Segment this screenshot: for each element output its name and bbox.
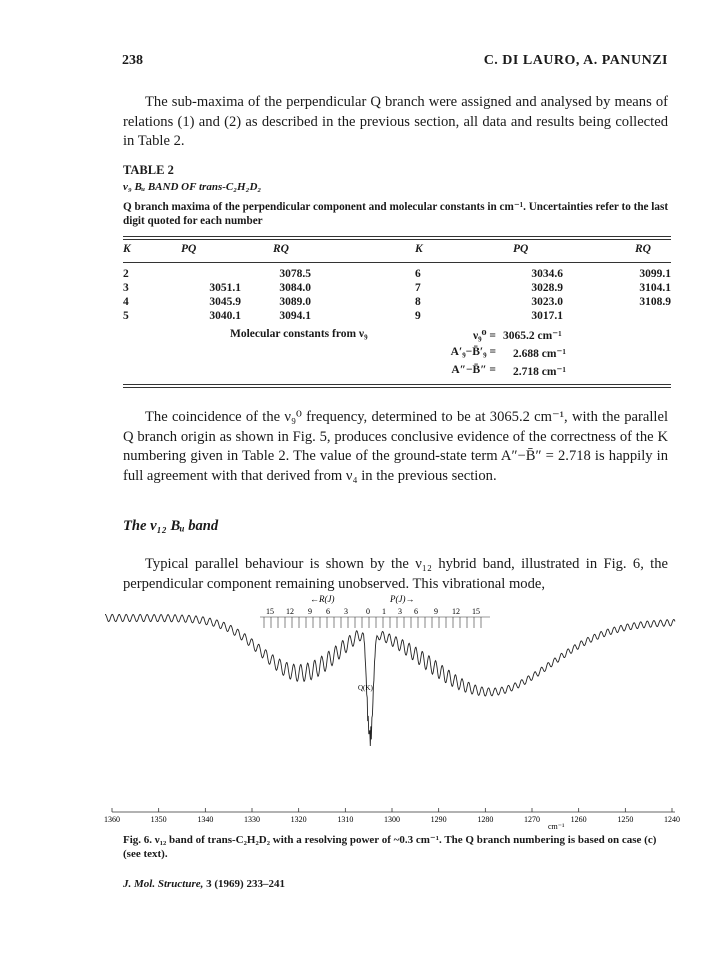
figure-caption: Fig. 6. ν₁₂ band of trans-C₂H₂D₂ with a resolving power of ~0.3 cm⁻¹. The Q branch numbering is based on case (c) (see text). <box>123 834 657 860</box>
j-tick-label: 1 <box>382 607 386 616</box>
x-axis-tick-label: 1300 <box>384 815 400 824</box>
cell-k2: 7 <box>415 282 421 294</box>
x-axis-tick-label: 1250 <box>617 815 634 824</box>
x-axis-tick-label: 1340 <box>197 815 214 824</box>
paragraph-1-text: The sub-maxima of the perpendicular Q branch were assigned and analysed by means of relations (1) and (2) as described in the previous section, all data and results being collected in Table 2. <box>123 94 668 149</box>
j-tick-label: 9 <box>308 607 312 616</box>
table-subtitle <box>123 181 261 193</box>
j-tick-label: 3 <box>398 607 402 616</box>
cell-k: 3 <box>123 282 129 294</box>
j-assignment-ticks <box>260 607 490 628</box>
table-bottom-rule <box>123 384 671 385</box>
cell-rq2: 3108.9 <box>639 296 671 308</box>
table-label: TABLE 2 <box>123 163 174 177</box>
x-axis-tick-label: 1240 <box>664 815 680 824</box>
paragraph-3 <box>123 555 668 594</box>
cell-k: 4 <box>123 296 129 308</box>
cell-k: 5 <box>123 310 129 322</box>
header-rq-2: RQ <box>635 243 651 255</box>
cell-rq: 3084.0 <box>279 282 311 294</box>
cell-pq2: 3023.0 <box>531 296 563 308</box>
constant-value: 2.718 cm⁻¹ <box>513 366 566 378</box>
j-tick-label: 6 <box>414 607 418 616</box>
r-branch-label: ←R(J) <box>310 594 335 604</box>
table-top-rule <box>123 236 671 237</box>
x-axis-tick-label: 1310 <box>337 815 354 824</box>
cell-k2: 8 <box>415 296 421 308</box>
header-k-1: K <box>123 243 131 255</box>
cell-pq2: 3034.6 <box>531 268 563 280</box>
constant-name: ν₉⁰ = <box>472 330 496 342</box>
cell-rq2: 3099.1 <box>639 268 671 280</box>
cell-pq: 3045.9 <box>209 296 241 308</box>
header-pq-1: PQ <box>181 243 197 255</box>
j-tick-label: 12 <box>286 607 294 616</box>
j-tick-label: 15 <box>266 607 274 616</box>
j-tick-label: 15 <box>472 607 480 616</box>
x-axis-tick-label: 1270 <box>524 815 540 824</box>
paragraph-2 <box>123 408 668 486</box>
journal-citation: 3 (1969) 233–241 <box>206 878 285 890</box>
paragraph-1 <box>123 93 668 152</box>
constant-value: 3065.2 cm⁻¹ <box>503 330 562 342</box>
cell-pq2: 3028.9 <box>531 282 563 294</box>
constant-name: A′₉−B̄′₉ = <box>450 346 496 358</box>
x-axis-tick-label: 1260 <box>570 815 587 824</box>
cell-k2: 9 <box>415 310 421 322</box>
cell-rq: 3089.0 <box>279 296 311 308</box>
x-axis-tick-label: 1360 <box>104 815 120 824</box>
paragraph-2-text: The coincidence of the ν₉⁰ frequency, determined to be at 3065.2 cm⁻¹, with the parallel Q branch origin as shown in Fig. 5, produces conclusive evidence of the correctness of the K numbering given in Table 2. The value of the ground-state term A″−B̄″ = 2.718 is happily in full agreement with that derived from ν₄ in the previous section. <box>123 409 668 484</box>
j-tick-label: 3 <box>344 607 348 616</box>
header-pq-2: PQ <box>513 243 529 255</box>
x-axis-tick-label: 1320 <box>290 815 307 824</box>
x-axis-tick-label: 1330 <box>244 815 260 824</box>
constant-name: A″−B̄″ = <box>451 364 496 376</box>
cell-pq: 3040.1 <box>209 310 241 322</box>
cell-k: 2 <box>123 268 129 280</box>
section-heading: The ν₁₂ Bᵤ band <box>123 518 219 534</box>
p-branch-label: P(J)→ <box>390 594 415 604</box>
spectrum-figure <box>100 590 690 830</box>
cell-rq2: 3104.1 <box>639 282 671 294</box>
x-axis-tick-label: 1290 <box>430 815 447 824</box>
j-tick-label: 12 <box>452 607 460 616</box>
cell-rq: 3094.1 <box>279 310 311 322</box>
cell-pq2: 3017.1 <box>531 310 563 322</box>
constant-value: 2.688 cm⁻¹ <box>513 348 566 360</box>
table-subtitle-molecule: trans-C₂H₂D₂ <box>198 181 262 193</box>
table-top-rule-2 <box>123 239 671 240</box>
header-k-2: K <box>415 243 423 255</box>
spectrum-trace <box>105 614 675 746</box>
header-rq-1: RQ <box>273 243 289 255</box>
table-subtitle-prefix: ν₉ Bᵤ BAND OF <box>123 181 199 193</box>
cell-k2: 6 <box>415 268 421 280</box>
j-tick-label: 9 <box>434 607 438 616</box>
running-header-authors: C. DI LAURO, A. PANUNZI <box>483 53 668 68</box>
table-header-rule <box>123 262 671 263</box>
x-axis-tick-label: 1280 <box>477 815 494 824</box>
constants-label: Molecular constants from ν₉ <box>230 328 368 340</box>
paragraph-3-text: Typical parallel behaviour is shown by the ν₁₂ hybrid band, illustrated in Fig. 6, the perpendicular component remaining unobserved. This vibrational mode, <box>123 556 668 592</box>
x-axis-tick-label: 1350 <box>150 815 167 824</box>
j-tick-label: 0 <box>366 607 370 616</box>
cell-rq: 3078.5 <box>279 268 311 280</box>
x-axis-ticks <box>104 808 680 824</box>
j-tick-label: 6 <box>326 607 330 616</box>
x-axis-unit: cm⁻¹ <box>548 822 565 830</box>
q-branch-label: Q(K) <box>358 684 373 692</box>
cell-pq: 3051.1 <box>209 282 241 294</box>
page-number: 238 <box>122 53 143 68</box>
journal-name: J. Mol. Structure, <box>123 878 204 890</box>
journal-footer <box>123 878 285 890</box>
table-caption: Q branch maxima of the perpendicular component and molecular constants in cm⁻¹. Uncertainties refer to the last digit quoted for each number <box>123 201 669 227</box>
table-bottom-rule-2 <box>123 387 671 388</box>
